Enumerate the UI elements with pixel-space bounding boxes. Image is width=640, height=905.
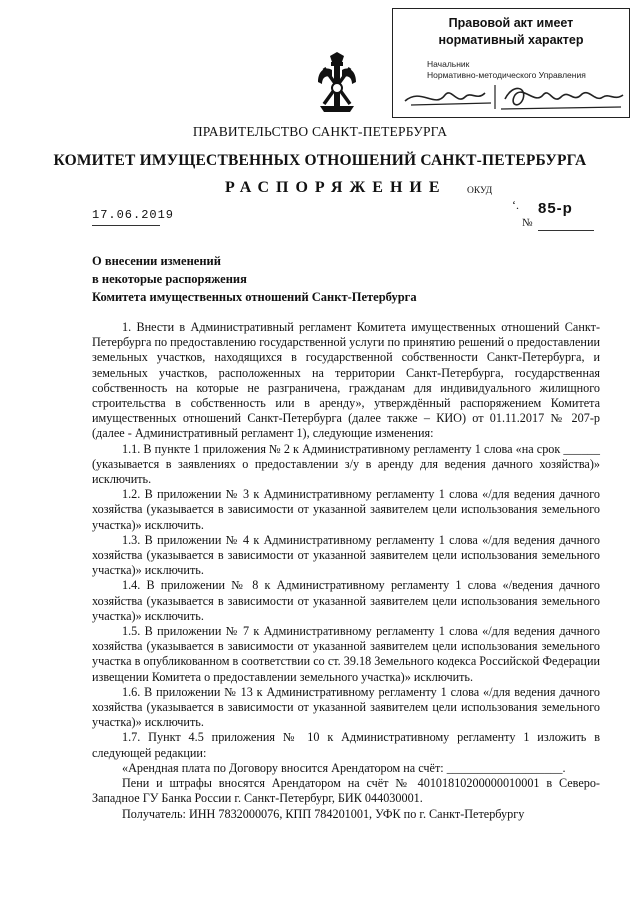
- number-underline: [538, 230, 594, 231]
- stamp-title: [393, 15, 629, 49]
- paragraph: 1.7. Пункт 4.5 приложения № 10 к Административному регламенту 1 изложить в следующей редакции:: [92, 730, 600, 760]
- document-subject: [92, 252, 417, 306]
- handwritten-mark: ‘.: [512, 198, 519, 212]
- coat-of-arms-emblem: [312, 52, 362, 114]
- government-heading: ПРАВИТЕЛЬСТВО САНКТ-ПЕТЕРБУРГА: [192, 124, 448, 139]
- paragraph: 1.6. В приложении № 13 к Административному регламенту 1 слова «/для ведения дачного хозяйства (указывается в зависимости от указанной заявителем цели использования земельного участка)» исключить.: [92, 684, 600, 730]
- okud-label: ОКУД: [467, 186, 493, 196]
- paragraph: 1. Внести в Административный регламент Комитета имущественных отношений Санкт-Петербурга по предоставлению государственной услуги по принятию решений о предоставлении земельных участков, находящихся в государственной собственности Санкт-Петербурга, и земельных участков, расположенных на территории Санкт-Петербурга, государственная собственность на которые не разграничена, гражданам для индивидуального жилищного строительства в собственность или в аренду», утверждённый распоряжением Комитета имущественных отношений Санкт-Петербурга (далее также – КИО) от 01.11.2017 № 207-р (далее - Административный регламент 1), следующие изменения:: [92, 320, 600, 441]
- date-underline: [92, 225, 160, 226]
- subject-line: в некоторые распоряжения: [92, 272, 247, 286]
- subject-line: Комитета имущественных отношений Санкт-Петербурга: [92, 290, 417, 304]
- document-number: 85-р: [538, 200, 573, 217]
- document-date: 17.06.2019: [92, 208, 175, 222]
- normative-stamp: [392, 8, 630, 118]
- paragraph: 1.4. В приложении № 8 к Административному регламенту 1 слова «/ведения дачного хозяйства (указывается в зависимости от указанной заявителем цели использования земельного участка)» исключить.: [92, 578, 600, 623]
- committee-heading: КОМИТЕТ ИМУЩЕСТВЕННЫХ ОТНОШЕНИЙ САНКТ-ПЕТЕРБУРГА: [53, 152, 587, 169]
- paragraph: «Арендная плата по Договору вносится Арендатором на счёт: ___________________.: [122, 760, 566, 775]
- stamp-department: Нормативно-методического Управления: [427, 70, 586, 80]
- number-sign: №: [522, 217, 533, 229]
- stamp-role: Начальник: [427, 59, 470, 69]
- paragraph: Пени и штрафы вносятся Арендатором на счёт № 40101810200000010001 в Северо-Западное ГУ Банка России г. Санкт-Петербург, БИК 044030001.: [92, 776, 600, 806]
- paragraph: 1.5. В приложении № 7 к Административному регламенту 1 слова «/для ведения дачного хозяйства (указывается в зависимости от указанной заявителем цели использования земельного участка в опубликованном в соответствии со ст. 39.18 Земельного кодекса Российской Федерации извещении Комитета о предоставлении земельного участка)» исключить.: [92, 624, 600, 684]
- paragraph: 1.3. В приложении № 4 к Административному регламенту 1 слова «/для ведения дачного хозяйства (указывается в зависимости от указанной заявителем цели использования земельного участка)» исключить.: [92, 532, 600, 578]
- document-body: [92, 320, 600, 822]
- paragraph: Получатель: ИНН 7832000076, КПП 784201001, УФК по г. Санкт-Петербургу: [122, 806, 525, 821]
- paragraph: 1.1. В пункте 1 приложения № 2 к Административному регламенту 1 слова «на срок ______ (указывается в заявлениях о предоставлении з/у в аренду для ведения дачного хозяйства)» исключить.: [92, 441, 600, 487]
- handwritten-signature: [401, 79, 627, 115]
- document-number-block: [502, 200, 594, 234]
- stamp-line-1: Правовой акт имеет: [448, 16, 574, 30]
- document-type: РАСПОРЯЖЕНИЕ: [225, 179, 447, 196]
- stamp-line-2: нормативный характер: [438, 33, 584, 47]
- paragraph: 1.2. В приложении № 3 к Административному регламенту 1 слова «/для ведения дачного хозяйства (указывается в зависимости от указанной заявителем цели использования земельного участка)» исключить.: [92, 487, 600, 532]
- subject-line: О внесении изменений: [92, 254, 221, 268]
